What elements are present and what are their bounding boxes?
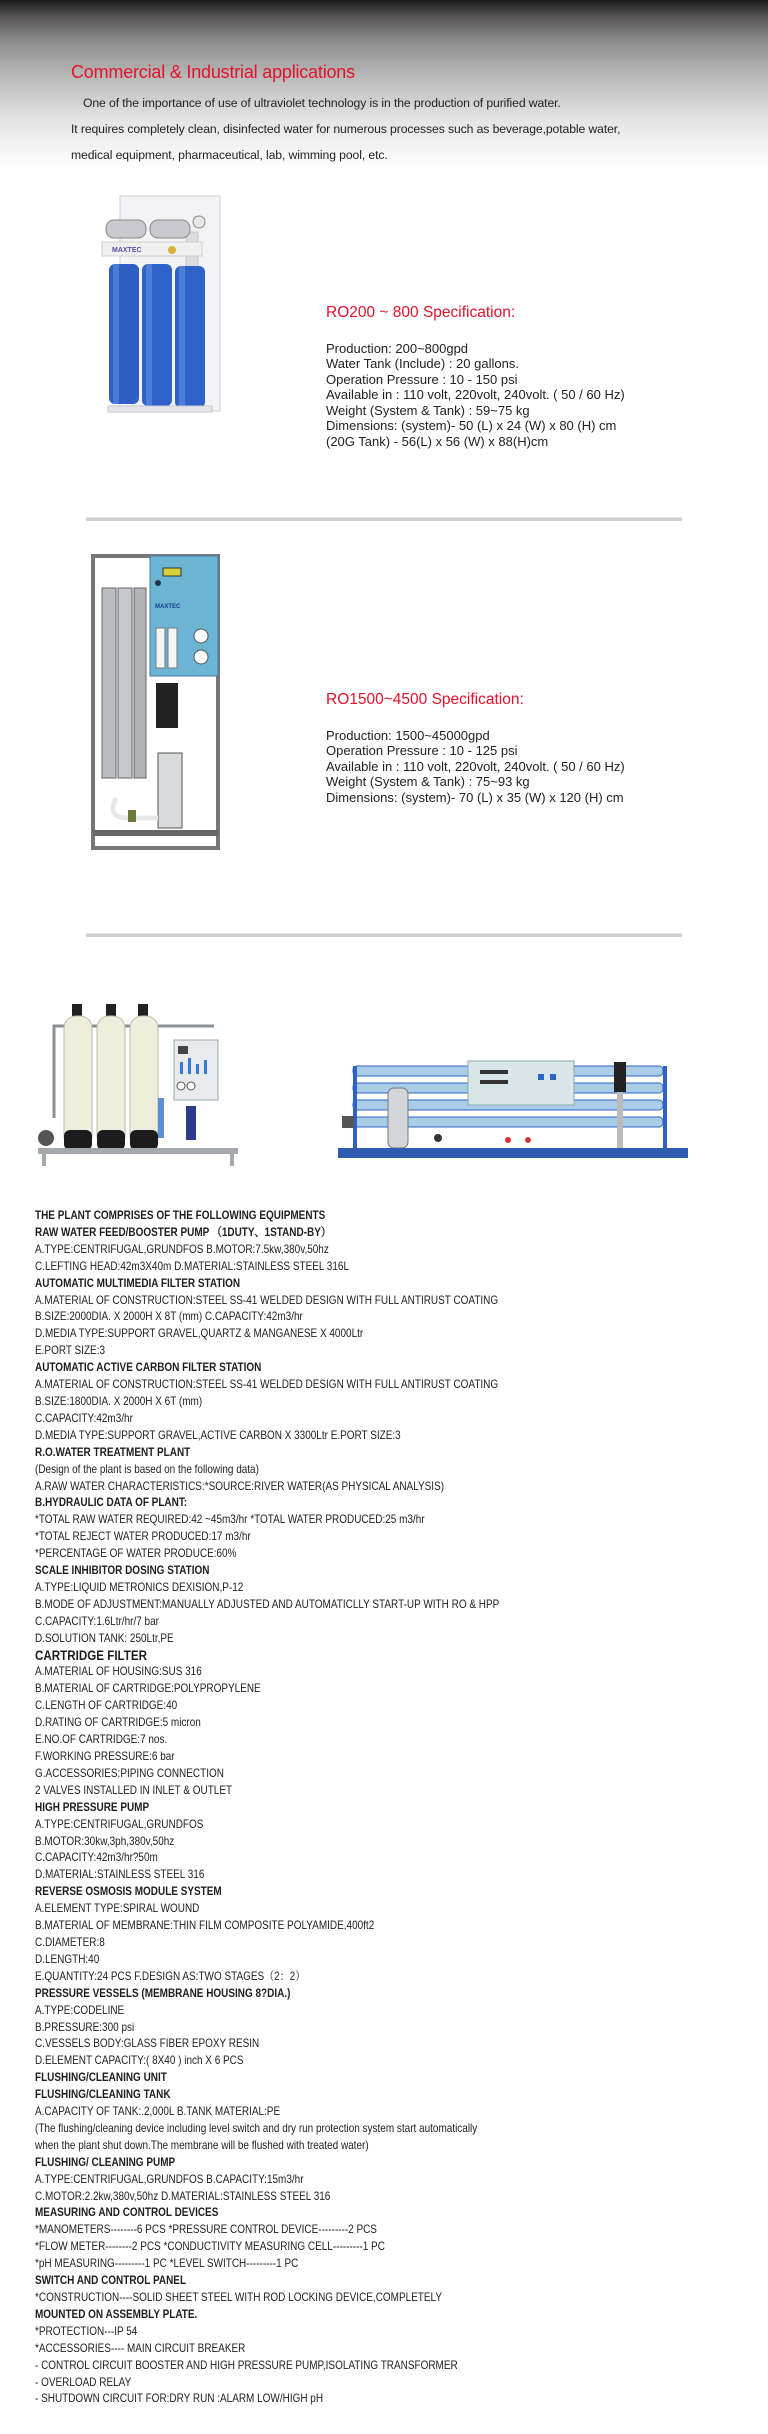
svg-text:MAXTEC: MAXTEC: [112, 247, 142, 254]
details-line: D.ELEMENT CAPACITY:( 8X40 ) inch X 6 PCS: [35, 2054, 244, 2068]
details-line: (Design of the plant is based on the following data): [35, 1462, 259, 1476]
spec-line: Water Tank (Include) : 20 gallons.: [326, 356, 519, 371]
industrial-ro-skid-image: [328, 1058, 694, 1166]
details-line: A.MATERIAL OF HOUSING:SUS 316: [35, 1665, 202, 1679]
details-heading: CARTRIDGE FILTER: [35, 1647, 148, 1663]
details-line: 2 VALVES INSTALLED IN INLET & OUTLET: [35, 1783, 233, 1797]
details-line: D.SOLUTION TANK: 250Ltr,PE: [35, 1631, 174, 1645]
details-line: D.MATERIAL:STAINLESS STEEL 316: [35, 1868, 205, 1882]
details-line: D.MEDIA TYPE:SUPPORT GRAVEL,ACTIVE CARBON X 3300Ltr E.PORT SIZE:3: [35, 1428, 401, 1442]
details-heading: MOUNTED ON ASSEMBLY PLATE.: [35, 2307, 198, 2321]
details-heading: SCALE INHIBITOR DOSING STATION: [35, 1564, 210, 1578]
details-heading: R.O.WATER TREATMENT PLANT: [35, 1445, 191, 1459]
details-line: *pH MEASURING---------1 PC *LEVEL SWITCH---------1 PC: [35, 2257, 299, 2271]
details-line: D.MEDIA TYPE:SUPPORT GRAVEL,QUARTZ & MANGANESE X 4000Ltr: [35, 1327, 364, 1341]
multimedia-filter-plant-image: [24, 998, 249, 1170]
details-line: A.ELEMENT TYPE:SPIRAL WOUND: [35, 1902, 200, 1916]
details-line: F.WORKING PRESSURE:6 bar: [35, 1750, 175, 1763]
page-title: Commercial & Industrial applications: [71, 62, 355, 82]
spec-title: RO1500~4500 Specification:: [326, 691, 524, 708]
details-line: C.VESSELS BODY:GLASS FIBER EPOXY RESIN: [35, 2037, 260, 2051]
details-line: A.TYPE:CENTRIFUGAL,GRUNDFOS B.MOTOR:7.5kw,380v,50hz: [35, 1242, 329, 1256]
spec-line: Dimensions: (system)- 70 (L) x 35 (W) x 120 (H) cm: [326, 789, 624, 805]
details-line: A.TYPE:LIQUID METRONICS DEXISION,P-12: [35, 1580, 244, 1594]
spec-line: Production: 200~800gpd: [326, 340, 469, 356]
ro200-800-spec: [326, 305, 625, 449]
ro1500-4500-product-image: [88, 548, 223, 858]
spec-line: Weight (System & Tank) : 59~75 kg: [326, 402, 530, 418]
details-heading: MEASURING AND CONTROL DEVICES: [35, 2206, 219, 2220]
details-line: C.MOTOR:2.2kw,380v,50hz D.MATERIAL:STAINLESS STEEL 316: [35, 2189, 331, 2203]
details-line: A.MATERIAL OF CONSTRUCTION:STEEL SS-41 WELDED DESIGN WITH FULL ANTIRUST COATING: [35, 1378, 499, 1392]
details-line: *TOTAL RAW WATER REQUIRED:42 ~45m3/hr *TOTAL WATER PRODUCED:25 m3/hr: [35, 1513, 425, 1527]
details-line: *TOTAL REJECT WATER PRODUCED:17 m3/hr: [35, 1530, 251, 1544]
details-heading: HIGH PRESSURE PUMP: [35, 1800, 150, 1814]
details-line: C.LEFTING HEAD:42m3X40m D.MATERIAL:STAINLESS STEEL 316L: [35, 1259, 349, 1273]
section-divider: [86, 517, 682, 521]
details-heading: FLUSHING/ CLEANING PUMP: [35, 2155, 176, 2169]
details-line: - OVERLOAD RELAY: [35, 2375, 132, 2389]
spec-title: RO200 ~ 800 Specification:: [326, 304, 516, 321]
details-line: A.TYPE:CODELINE: [35, 2003, 125, 2017]
details-line: B.MATERIAL OF CARTRIDGE:POLYPROPYLENE: [35, 1682, 261, 1696]
ro200-800-product-image: [80, 192, 230, 417]
details-heading: THE PLANT COMPRISES OF THE FOLLOWING EQUIPMENTS: [35, 1209, 326, 1222]
svg-text:MAXTEC: MAXTEC: [155, 604, 181, 610]
details-line: A.RAW WATER CHARACTERISTICS:*SOURCE:RIVER WATER(AS PHYSICAL ANALYSIS): [35, 1479, 445, 1493]
plant-equipment-details: [35, 1208, 637, 2408]
details-line: B.PRESSURE:300 psi: [35, 2020, 135, 2034]
details-line: G.ACCESSORIES:PIPING CONNECTION: [35, 1766, 224, 1780]
intro-line: medical equipment, pharmaceutical, lab, wimming pool, etc.: [71, 148, 388, 162]
details-line: B.MODE OF ADJUSTMENT:MANUALLY ADJUSTED AND AUTOMATICLLY START-UP WITH RO & HPP: [35, 1597, 500, 1611]
details-line: E.NO.OF CARTRIDGE:7 nos.: [35, 1733, 168, 1747]
intro-paragraph: [71, 90, 761, 168]
details-line: - CONTROL CIRCUIT BOOSTER AND HIGH PRESSURE PUMP,ISOLATING TRANSFORMER: [35, 2358, 458, 2372]
details-line: E.QUANTITY:24 PCS F.DESIGN AS:TWO STAGES（2：2）: [35, 1969, 306, 1983]
spec-line: Production: 1500~45000gpd: [326, 727, 490, 743]
details-line: *PERCENTAGE OF WATER PRODUCE:60%: [35, 1547, 237, 1561]
details-line: A.TYPE:CENTRIFUGAL,GRUNDFOS: [35, 1817, 204, 1831]
details-line: D.LENGTH:40: [35, 1952, 100, 1966]
details-line: *CONSTRUCTION----SOLID SHEET STEEL WITH ROD LOCKING DEVICE,COMPLETELY: [35, 2291, 443, 2304]
details-line: when the plant shut down.The membrane will be flushed with treated water): [35, 2138, 369, 2152]
details-line: D.RATING OF CARTRIDGE:5 micron: [35, 1716, 201, 1730]
section-divider: [86, 933, 682, 937]
details-line: *ACCESSORIES---- MAIN CIRCUIT BREAKER: [35, 2341, 246, 2355]
details-line: B.SIZE:1800DIA. X 2000H X 6T (mm): [35, 1394, 203, 1408]
details-line: C.CAPACITY:42m3/hr: [35, 1411, 133, 1425]
details-line: A.MATERIAL OF CONSTRUCTION:STEEL SS-41 WELDED DESIGN WITH FULL ANTIRUST COATING: [35, 1293, 499, 1307]
spec-line: Dimensions: (system)- 50 (L) x 24 (W) x 80 (H) cm: [326, 418, 617, 433]
details-line: B.MOTOR:30kw,3ph,380v,50hz: [35, 1834, 175, 1848]
spec-line: Operation Pressure : 10 - 150 psi: [326, 371, 518, 387]
details-line: C.CAPACITY:42m3/hr?50m: [35, 1851, 158, 1865]
details-line: C.LENGTH OF CARTRIDGE:40: [35, 1699, 178, 1713]
intro-line: One of the importance of use of ultraviolet technology is in the production of purified water.: [83, 96, 561, 110]
ro1500-4500-spec: [326, 692, 625, 805]
spec-line: Weight (System & Tank) : 75~93 kg: [326, 774, 530, 789]
details-line: *MANOMETERS--------6 PCS *PRESSURE CONTROL DEVICE---------2 PCS: [35, 2223, 377, 2237]
details-line: B.SIZE:2000DIA. X 2000H X 8T (mm) C.CAPACITY:42m3/hr: [35, 1310, 303, 1324]
spec-line: Available in : 110 volt, 220volt, 240volt. ( 50 / 60 Hz): [326, 387, 625, 402]
details-heading: PRESSURE VESSELS (MEMBRANE HOUSING 8?DIA.): [35, 1986, 291, 2000]
spec-line: (20G Tank) - 56(L) x 56 (W) x 88(H)cm: [326, 433, 549, 449]
details-line: B.MATERIAL OF MEMBRANE:THIN FILM COMPOSITE POLYAMIDE,400ft2: [35, 1919, 375, 1933]
details-line: *FLOW METER--------2 PCS *CONDUCTIVITY MEASURING CELL---------1 PC: [35, 2240, 385, 2254]
details-heading: FLUSHING/CLEANING UNIT: [35, 2071, 167, 2085]
details-line: A.CAPACITY OF TANK:.2,000L B.TANK MATERIAL:PE: [35, 2105, 281, 2119]
spec-line: Available in : 110 volt, 220volt, 240volt. ( 50 / 60 Hz): [326, 758, 625, 774]
details-heading: FLUSHING/CLEANING TANK: [35, 2088, 171, 2102]
details-line: - SHUTDOWN CIRCUIT FOR:DRY RUN :ALARM LOW/HIGH pH: [35, 2392, 324, 2406]
details-heading: REVERSE OSMOSIS MODULE SYSTEM: [35, 1885, 222, 1899]
intro-line: It requires completely clean, disinfected water for numerous processes such as beverage,potable water,: [71, 122, 621, 136]
details-line: C.DIAMETER:8: [35, 1935, 105, 1949]
details-line: C.CAPACITY:1.6Ltr/hr/7 bar: [35, 1614, 159, 1628]
details-heading: AUTOMATIC ACTIVE CARBON FILTER STATION: [35, 1361, 262, 1375]
details-line: E.PORT SIZE:3: [35, 1344, 106, 1358]
details-line: A.TYPE:CENTRIFUGAL,GRUNDFOS B.CAPACITY:15m3/hr: [35, 2172, 304, 2186]
details-heading: RAW WATER FEED/BOOSTER PUMP （1DUTY、1STAND-BY）: [35, 1225, 331, 1239]
details-heading: B.HYDRAULIC DATA OF PLANT:: [35, 1496, 188, 1510]
details-heading: SWITCH AND CONTROL PANEL: [35, 2274, 187, 2288]
details-heading: AUTOMATIC MULTIMEDIA FILTER STATION: [35, 1276, 241, 1290]
details-line: *PROTECTION---IP 54: [35, 2324, 138, 2338]
details-line: (The flushing/cleaning device including level switch and dry run protection system start automatically: [35, 2121, 478, 2135]
spec-line: Operation Pressure : 10 - 125 psi: [326, 743, 518, 758]
